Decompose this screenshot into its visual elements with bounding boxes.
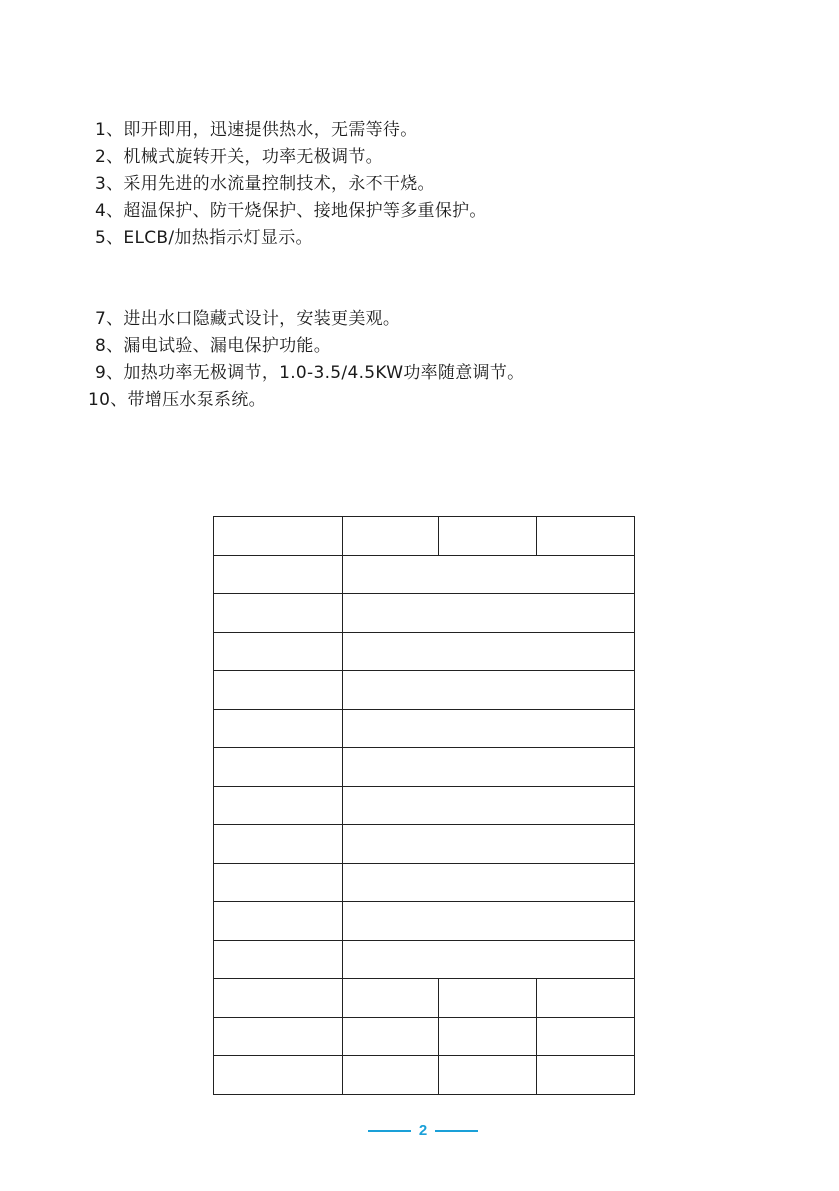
table-cell <box>214 863 343 902</box>
table-cell <box>537 979 635 1018</box>
feature-item: 10、带增压水泵系统。 <box>88 390 266 410</box>
table-cell <box>343 671 635 710</box>
table-row <box>214 517 635 556</box>
table-cell <box>214 709 343 748</box>
footer-line-right <box>435 1130 478 1132</box>
table-cell <box>214 671 343 710</box>
table-cell <box>343 748 635 787</box>
table-cell <box>214 594 343 633</box>
table-row <box>214 825 635 864</box>
table-cell <box>537 1056 635 1095</box>
feature-item: 1、即开即用，迅速提供热水，无需等待。 <box>95 120 418 140</box>
table-cell <box>214 517 343 556</box>
table-row <box>214 594 635 633</box>
page-number: 2 <box>418 1122 428 1139</box>
table-cell <box>343 979 439 1018</box>
table-cell <box>439 1017 537 1056</box>
table-row <box>214 632 635 671</box>
feature-item: 2、机械式旋转开关，功率无极调节。 <box>95 147 383 167</box>
table-row <box>214 786 635 825</box>
table-cell <box>343 1017 439 1056</box>
table-cell <box>343 786 635 825</box>
table-row <box>214 671 635 710</box>
table-cell <box>214 1056 343 1095</box>
table-cell <box>343 940 635 979</box>
table-row <box>214 1017 635 1056</box>
feature-item: 4、超温保护、防干烧保护、接地保护等多重保护。 <box>95 201 487 221</box>
table-cell <box>343 555 635 594</box>
table-row <box>214 1056 635 1095</box>
table-cell <box>537 1017 635 1056</box>
table-cell <box>439 979 537 1018</box>
table-cell <box>214 748 343 787</box>
table-cell <box>214 940 343 979</box>
table-row <box>214 748 635 787</box>
spec-table <box>213 516 635 1095</box>
table-cell <box>343 902 635 941</box>
table-cell <box>214 786 343 825</box>
table-row <box>214 940 635 979</box>
table-cell <box>343 709 635 748</box>
feature-item: 9、加热功率无极调节，1.0-3.5/4.5KW功率随意调节。 <box>95 363 525 383</box>
feature-item: 8、漏电试验、漏电保护功能。 <box>95 336 332 356</box>
table-cell <box>214 902 343 941</box>
table-cell <box>343 825 635 864</box>
feature-item: 7、进出水口隐藏式设计，安装更美观。 <box>95 309 401 329</box>
feature-item: 5、ELCB/加热指示灯显示。 <box>95 228 313 248</box>
table-row <box>214 902 635 941</box>
table-cell <box>214 825 343 864</box>
table-cell <box>214 555 343 594</box>
table-cell <box>343 632 635 671</box>
table-cell <box>214 1017 343 1056</box>
table-row <box>214 863 635 902</box>
table-cell <box>343 863 635 902</box>
table-cell <box>439 517 537 556</box>
table-cell <box>343 594 635 633</box>
table-cell <box>343 1056 439 1095</box>
table-row <box>214 709 635 748</box>
page-footer <box>0 1119 839 1143</box>
table-cell <box>214 632 343 671</box>
table-row <box>214 979 635 1018</box>
table-cell <box>439 1056 537 1095</box>
table-cell <box>343 517 439 556</box>
feature-item: 3、采用先进的水流量控制技术，永不干烧。 <box>95 174 435 194</box>
footer-line-left <box>368 1130 411 1132</box>
table-row <box>214 555 635 594</box>
table-cell <box>537 517 635 556</box>
table-cell <box>214 979 343 1018</box>
